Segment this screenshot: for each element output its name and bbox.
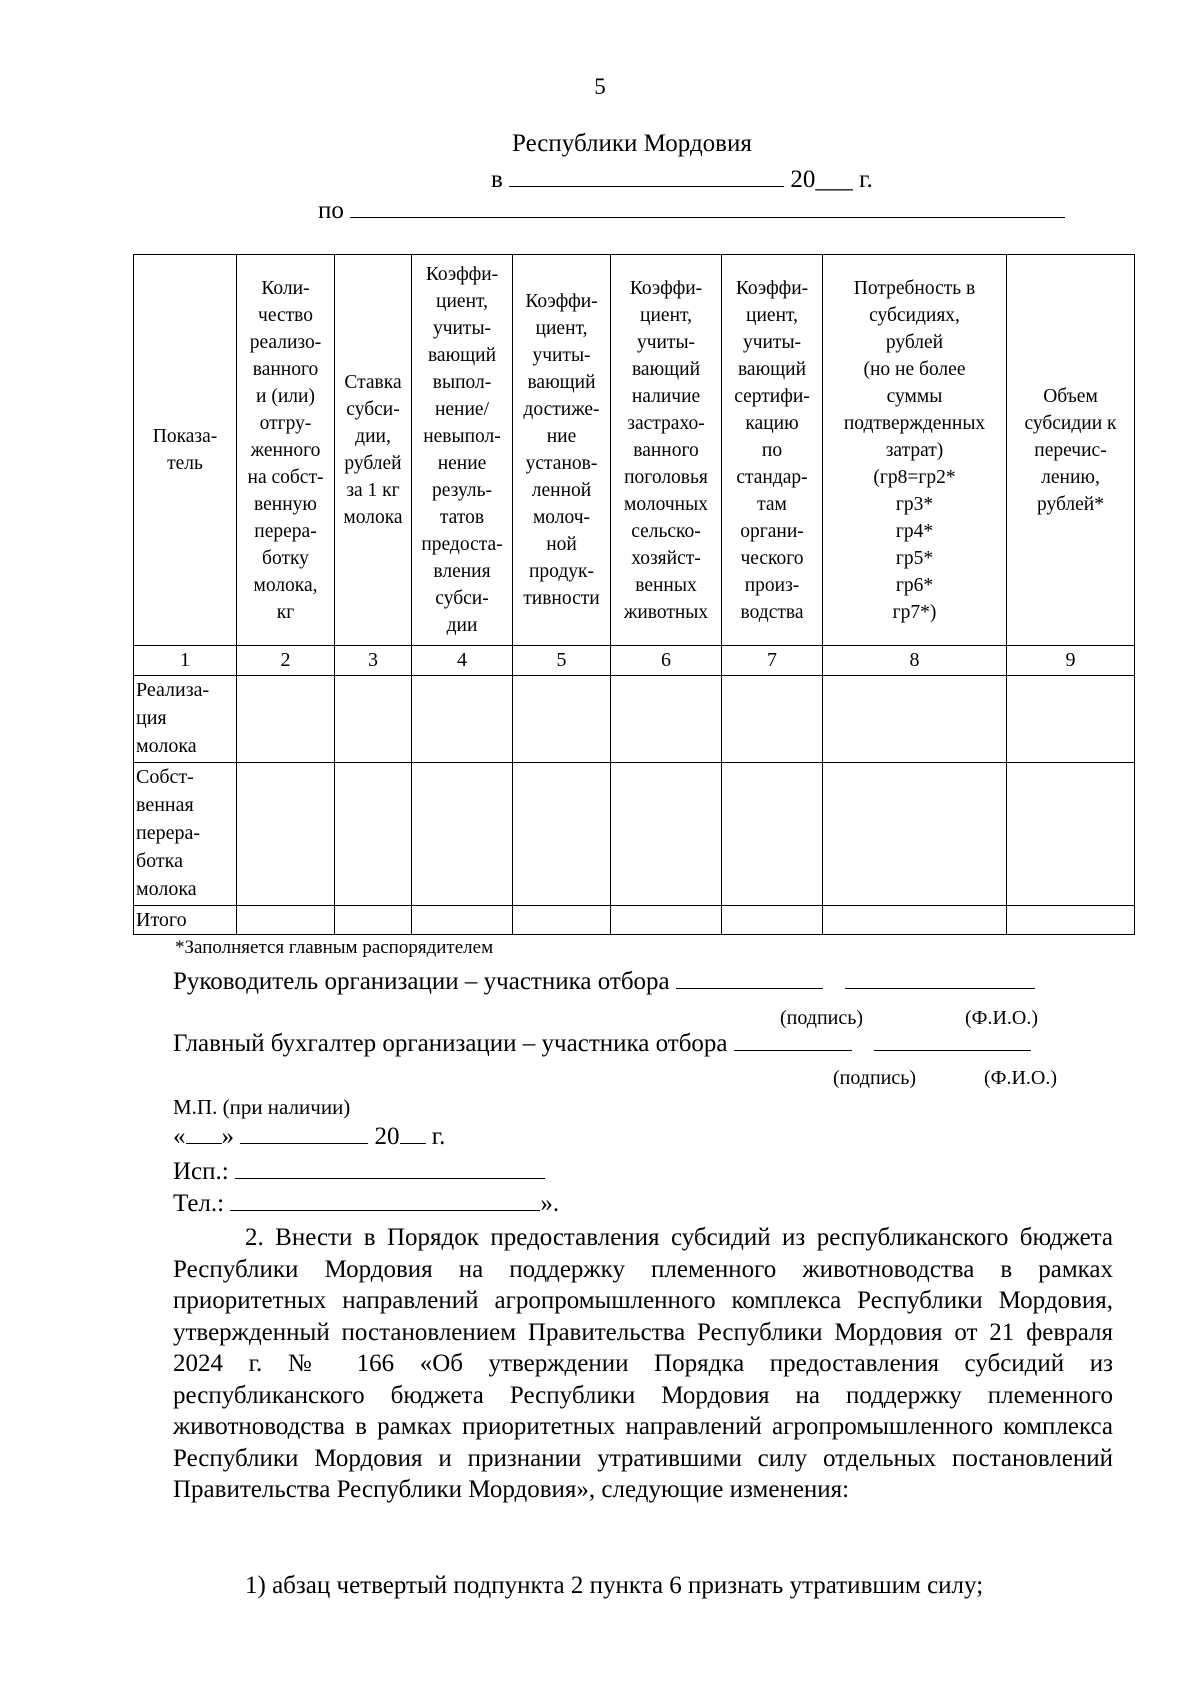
column-header: Показа- тель (134, 255, 237, 646)
paragraph-amendment: 2. Внести в Порядок предоставления субсидий из республиканского бюджета Республики Мордовия на поддержку племенного животноводства в рамках приоритетных направлений агропромышленного комплекса Республики Мордовия, утвержденный постановлением Правительства Республики Мордовия от 21 февраля 2024 г. № 166 «Об утверждении Порядка предоставления субсидий из республиканского бюджета Республики Мордовия на поддержку племенного животноводства в рамках приоритетных направлений агропромышленного комплекса Республики Мордовия и признании утратившими силу отдельных постановлений Правительства Республики Мордовия», следующие изменения: (173, 1224, 1113, 1503)
stamp-note: М.П. (при наличии) (173, 1095, 351, 1119)
accountant-signature-caption: (подпись) (833, 1067, 917, 1089)
table-cell[interactable] (412, 763, 513, 906)
phone-closing: ». (540, 1190, 560, 1217)
row-label-own-processing: Собст- венная перера- ботка молока (134, 763, 237, 906)
date-line (173, 1122, 445, 1151)
column-number: 8 (823, 646, 1007, 676)
accountant-signature-blank[interactable] (734, 1029, 852, 1051)
table-header-row (134, 255, 1135, 646)
column-header: Коэффи- циент, учиты- вающий выпол- нение/ невыпол- нение резуль- татов предоста- вления субси- дии (412, 255, 513, 646)
executor-label: Исп.: (173, 1158, 229, 1185)
table-cell[interactable] (1007, 763, 1135, 906)
table-cell[interactable] (335, 906, 412, 935)
subsidy-form-table (133, 254, 1135, 935)
column-number: 6 (611, 646, 722, 676)
column-header: Ставка субси- дии, рублей за 1 кг молока (335, 255, 412, 646)
header-date-line (491, 165, 873, 194)
column-number: 2 (237, 646, 335, 676)
column-numbers-row (134, 646, 1135, 676)
table-cell[interactable] (823, 906, 1007, 935)
column-number: 5 (513, 646, 611, 676)
column-header: Коли- чество реализо- ванного и (или) отгру- женного на собст- венную перера- ботку молока, кг (237, 255, 335, 646)
executor-line (173, 1157, 545, 1186)
column-number: 3 (335, 646, 412, 676)
table-cell[interactable] (722, 906, 823, 935)
table-cell[interactable] (513, 763, 611, 906)
table-cell[interactable] (1007, 676, 1135, 763)
phone-line (173, 1189, 559, 1218)
table-cell[interactable] (513, 906, 611, 935)
date-year-prefix: 20 (374, 1123, 400, 1150)
header-po-prefix: по (318, 197, 344, 224)
table-cell[interactable] (335, 676, 412, 763)
column-number: 1 (134, 646, 237, 676)
phone-blank[interactable] (230, 1189, 540, 1211)
table-row (134, 906, 1135, 935)
column-header: Потребность в субсидиях, рублей (но не более суммы подтвержденных затрат) (гр8=гр2* гр3* гр4* гр5* гр6* гр7*) (823, 255, 1007, 646)
table-cell[interactable] (611, 763, 722, 906)
date-blank[interactable] (509, 165, 784, 187)
head-fio-caption: (Ф.И.О.) (965, 1007, 1039, 1029)
table-cell[interactable] (412, 906, 513, 935)
head-signature-blank[interactable] (676, 967, 823, 989)
table-row (134, 676, 1135, 763)
table-cell[interactable] (237, 676, 335, 763)
table-cell[interactable] (1007, 906, 1135, 935)
table-cell[interactable] (335, 763, 412, 906)
accountant-fio-blank[interactable] (874, 1029, 1031, 1051)
table-row (134, 763, 1135, 906)
table-cell[interactable] (237, 763, 335, 906)
head-signature-caption: (подпись) (780, 1007, 864, 1029)
year-blank[interactable] (400, 1122, 426, 1144)
column-header: Объем субсидии к перечис- лению, рублей* (1007, 255, 1135, 646)
header-po-line (318, 196, 1065, 225)
header-date-prefix: в (491, 166, 503, 193)
row-label-milk-sales: Реализа- ция молока (134, 676, 237, 763)
head-signature-line (173, 967, 1035, 996)
month-blank[interactable] (240, 1122, 368, 1144)
table-cell[interactable] (513, 676, 611, 763)
column-header: Коэффи- циент, учиты- вающий достиже- ние установ- ленной молоч- ной продук- тивности (513, 255, 611, 646)
table-cell[interactable] (823, 763, 1007, 906)
column-number: 7 (722, 646, 823, 676)
table-cell[interactable] (611, 906, 722, 935)
date-close-quote: » (221, 1123, 234, 1150)
date-open-quote: « (173, 1123, 186, 1150)
day-blank[interactable] (186, 1122, 222, 1144)
header-date-year: 20___ г. (790, 166, 873, 193)
footnote: *Заполняется главным распорядителем (175, 937, 494, 958)
accountant-signature-line (173, 1029, 1031, 1058)
table-cell[interactable] (823, 676, 1007, 763)
column-header: Коэффи- циент, учиты- вающий сертифи- кацию по стандар- там органи- ческого произ- водства (722, 255, 823, 646)
accountant-label: Главный бухгалтер организации – участника отбора (173, 1030, 728, 1057)
head-label: Руководитель организации – участника отбора (173, 968, 670, 995)
header-republic: Республики Мордовия (512, 130, 752, 157)
date-suffix: г. (431, 1123, 446, 1150)
column-number: 9 (1007, 646, 1135, 676)
executor-blank[interactable] (235, 1157, 545, 1179)
table-cell[interactable] (412, 676, 513, 763)
table-cell[interactable] (611, 676, 722, 763)
paragraph-item-1: 1) абзац четвертый подпункта 2 пункта 6 признать утратившим силу; (245, 1572, 984, 1599)
column-header: Коэффи- циент, учиты- вающий наличие застрахо- ванного поголовья молочных сельско- хозяйст- венных животных (611, 255, 722, 646)
table-cell[interactable] (722, 763, 823, 906)
row-label-total: Итого (134, 906, 237, 935)
po-blank[interactable] (350, 196, 1065, 218)
column-number: 4 (412, 646, 513, 676)
page-number: 5 (594, 74, 606, 99)
table-cell[interactable] (722, 676, 823, 763)
head-fio-blank[interactable] (845, 967, 1035, 989)
accountant-fio-caption: (Ф.И.О.) (984, 1067, 1058, 1089)
table-cell[interactable] (237, 906, 335, 935)
phone-label: Тел.: (173, 1190, 225, 1217)
